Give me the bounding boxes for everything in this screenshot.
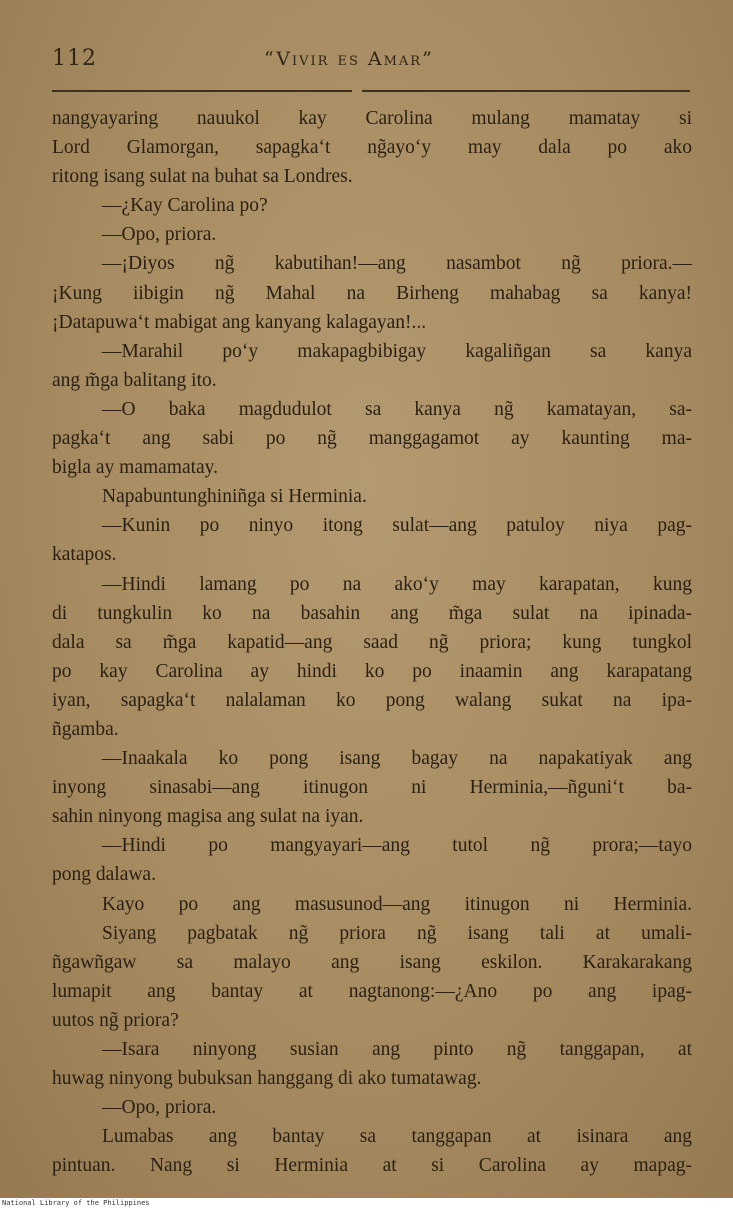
running-title: “Vivir es Amar”	[264, 48, 434, 70]
text-line: katapos.	[52, 544, 117, 566]
text-line: uutos ng̃ priora?	[52, 1009, 179, 1031]
text-line: —¿Kay Carolina po?	[102, 195, 268, 217]
text-line: —Marahil po‘y makapagbibigay kagaliñgan sa kanya	[102, 340, 692, 362]
text-line: Lumabas ang bantay sa tanggapan at isinara ang	[102, 1126, 692, 1148]
text-line: pintuan. Nang si Herminia at si Carolina ay mapag-	[52, 1155, 692, 1177]
page-header	[52, 44, 693, 78]
text-line: pong dalawa.	[52, 864, 156, 886]
text-line: dala sa m̃ga kapatid—ang saad ng̃ priora; kung tungkol	[52, 631, 692, 653]
header-rule-right	[362, 90, 690, 92]
text-line: ¡Kung iibigin ng̃ Mahal na Birheng mahabag sa kanya!	[52, 282, 692, 304]
text-line: ritong isang sulat na buhat sa Londres.	[52, 166, 353, 188]
page-number: 112	[52, 46, 97, 71]
body-text	[52, 104, 692, 1180]
text-line: ang m̃ga balitang ito.	[52, 369, 217, 391]
text-line: —Opo, priora.	[102, 224, 217, 246]
text-line: iyan, sapagka‘t nalalaman ko pong walang sukat na ipa-	[52, 689, 692, 711]
text-line: ñgamba.	[52, 718, 119, 740]
text-line: nangyayaring nauukol kay Carolina mulang mamatay si	[52, 108, 692, 129]
text-line: Kayo po ang masusunod—ang itinugon ni Herminia.	[102, 893, 692, 915]
text-line: ¡Datapuwa‘t mabigat ang kanyang kalagayan!...	[52, 311, 427, 333]
text-line: —Opo, priora.	[102, 1097, 217, 1119]
text-line: bigla ay mamamatay.	[52, 457, 219, 479]
text-line: inyong sinasabi—ang itinugon ni Herminia,—ñguni‘t ba-	[52, 777, 692, 799]
text-line: —Inaakala ko pong isang bagay na napakatiyak ang	[102, 748, 692, 770]
text-line: huwag ninyong bubuksan hanggang di ako tumatawag.	[52, 1068, 482, 1090]
header-rule-left	[52, 90, 352, 92]
text-line: —¡Diyos ng̃ kabutihan!—ang nasambot ng̃ priora.—	[102, 253, 692, 275]
text-line: di tungkulin ko na basahin ang m̃ga sulat na ipinada-	[52, 602, 692, 624]
text-line: po kay Carolina ay hindi ko po inaamin ang karapatang	[52, 660, 692, 682]
text-line: —Hindi lamang po na ako‘y may karapatan, kung	[102, 573, 692, 595]
text-line: Lord Glamorgan, sapagka‘t ng̃ayo‘y may dala po ako	[52, 137, 692, 159]
text-line: —O baka magdudulot sa kanya ng̃ kamatayan, sa-	[102, 398, 692, 420]
text-line: Napabuntunghiniñga si Herminia.	[102, 486, 367, 508]
text-line: pagka‘t ang sabi po ng̃ manggagamot ay kaunting ma-	[52, 428, 692, 450]
text-line: —Kunin po ninyo itong sulat—ang patuloy niya pag-	[102, 515, 692, 537]
text-line: sahin ninyong magisa ang sulat na iyan.	[52, 806, 364, 828]
text-line: ñgawñgaw sa malayo ang isang eskilon. Karakarakang	[52, 951, 692, 973]
text-line: lumapit ang bantay at nagtanong:—¿Ano po ang ipag-	[52, 980, 692, 1002]
text-line: —Hindi po mangyayari—ang tutol ng̃ prora;—tayo	[102, 835, 692, 857]
scan-credit: National Library of the Philippines	[2, 1199, 150, 1207]
text-line: —Isara ninyong susian ang pinto ng̃ tanggapan, at	[102, 1039, 692, 1060]
text-line: Siyang pagbatak ng̃ priora ng̃ isang tali at umali-	[102, 922, 692, 944]
